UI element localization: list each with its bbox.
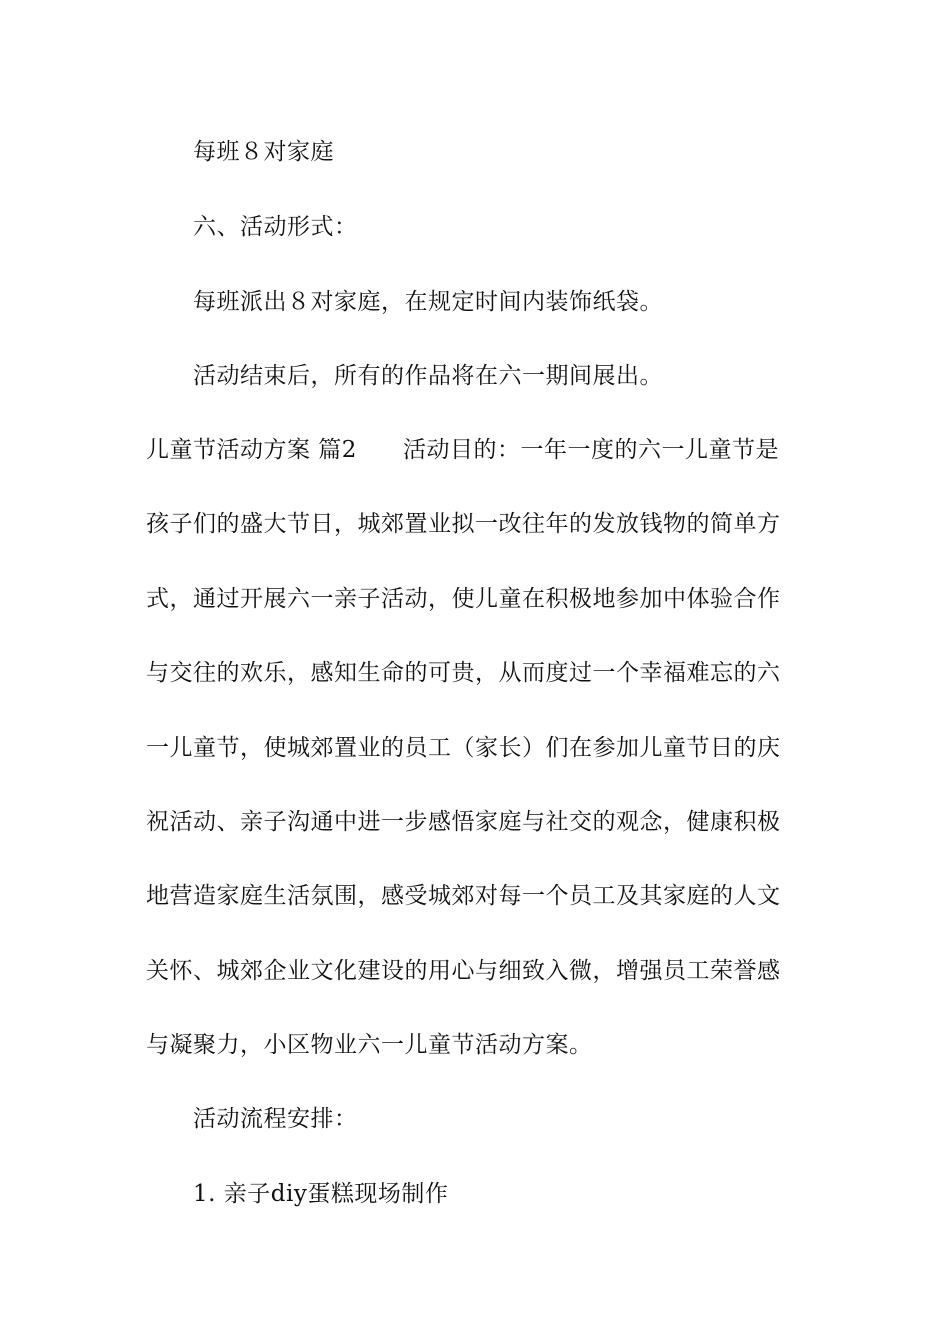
paragraph-line: 与交往的欢乐，感知生命的可贵，从而度过一个幸福难忘的六 — [146, 660, 781, 686]
section-heading: 活动流程安排： — [193, 1106, 358, 1132]
paragraph-line: 祝活动、亲子沟通中进一步感悟家庭与社交的观念，健康积极 — [146, 809, 781, 835]
paragraph-line: 一儿童节，使城郊置业的员工（家长）们在参加儿童节日的庆 — [146, 735, 781, 761]
section-heading: 六、活动形式： — [193, 214, 358, 240]
list-item: 1. 亲子diy蛋糕现场制作 — [193, 1181, 449, 1207]
article-heading: 儿童节活动方案 篇2 — [146, 437, 357, 463]
paragraph-text: 活动目的：一年一度的六一儿童节是 — [402, 437, 779, 463]
paragraph-line: 与凝聚力，小区物业六一儿童节活动方案。 — [146, 1032, 593, 1058]
paragraph-line: 关怀、城郊企业文化建设的用心与细致入微，增强员工荣誉感 — [146, 958, 781, 984]
paragraph-line: 活动结束后，所有的作品将在六一期间展出。 — [193, 363, 663, 389]
paragraph-line: 每班８对家庭 — [193, 139, 334, 165]
paragraph-line — [146, 435, 779, 465]
paragraph-line: 式，通过开展六一亲子活动，使儿童在积极地参加中体验合作 — [146, 586, 781, 612]
paragraph-line: 每班派出８对家庭，在规定时间内装饰纸袋。 — [193, 289, 663, 315]
paragraph-line: 孩子们的盛大节日，城郊置业拟一改往年的发放钱物的简单方 — [146, 511, 781, 537]
paragraph-line: 地营造家庭生活氛围，感受城郊对每一个员工及其家庭的人文 — [146, 883, 781, 909]
